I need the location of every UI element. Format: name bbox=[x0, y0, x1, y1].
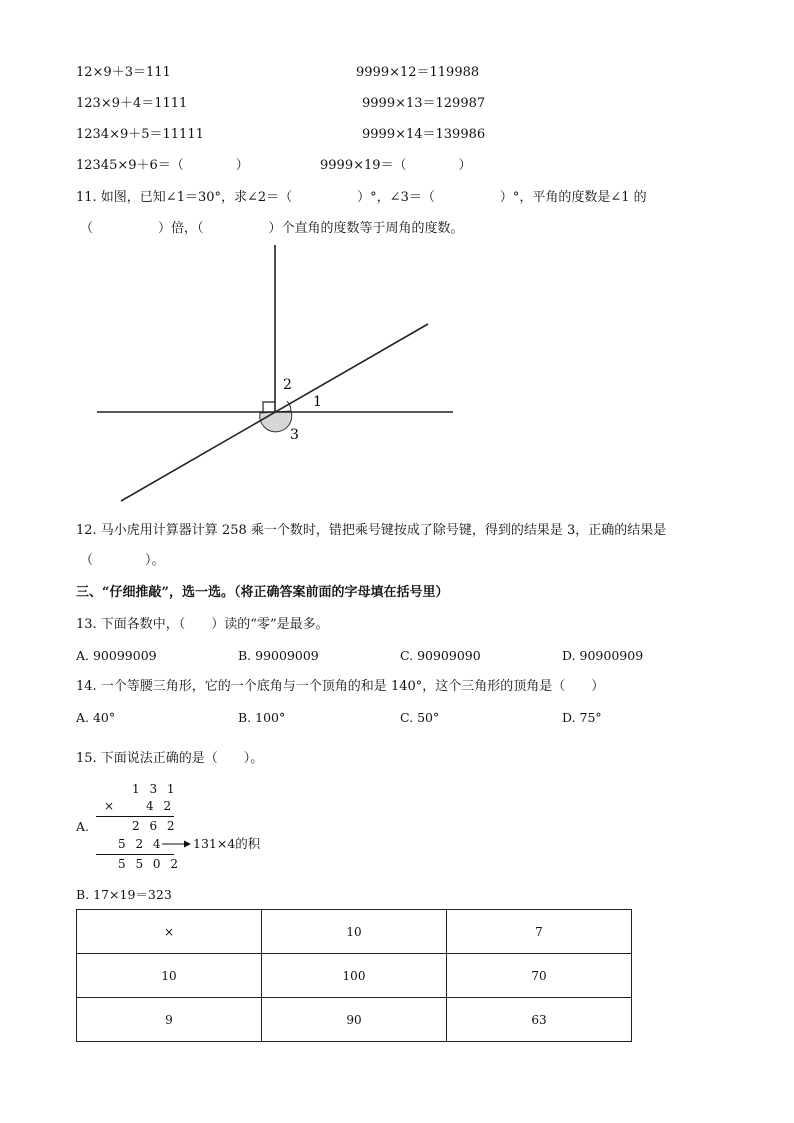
vm-rule-1 bbox=[96, 816, 174, 817]
q13-option-b: B. 99009009 bbox=[238, 648, 319, 663]
q14-option-c: C. 50° bbox=[400, 710, 440, 725]
angle1-label: 1 bbox=[313, 394, 322, 410]
vm-annotation: 131×4的积 bbox=[193, 836, 261, 851]
vm-partial2: 5 2 4 bbox=[118, 837, 164, 851]
right-angle-mark bbox=[263, 402, 275, 412]
seq-left-1: 12×9＋3＝111 bbox=[76, 65, 171, 80]
q13-option-c: C. 90909090 bbox=[400, 648, 481, 663]
table-cell: 70 bbox=[447, 954, 632, 998]
table-cell: 100 bbox=[262, 954, 447, 998]
multiplication-table bbox=[76, 909, 632, 1042]
table-cell: 7 bbox=[447, 910, 632, 954]
q12-line2: （ ）。 bbox=[80, 553, 165, 568]
angle3-label: 3 bbox=[290, 427, 299, 443]
q14-stem: 14. 一个等腰三角形，它的一个底角与一个顶角的和是 140°，这个三角形的顶角是（ ） bbox=[76, 679, 605, 694]
section3-heading: 三、“仔细推敲”，选一选。（将正确答案前面的字母填在括号里） bbox=[76, 585, 449, 600]
table-row bbox=[77, 998, 632, 1042]
q15-option-b: B. 17×19＝323 bbox=[76, 887, 172, 902]
q11-line1: 11. 如图，已知∠1＝30°，求∠2＝（ ）°，∠3＝（ ）°，平角的度数是∠1 的 bbox=[76, 190, 647, 205]
angle-figure bbox=[0, 235, 794, 510]
vm-multiplier: 4 2 bbox=[146, 799, 175, 813]
q12-line1: 12. 马小虎用计算器计算 258 乘一个数时，错把乘号键按成了除号键，得到的结果是 3，正确的结果是 bbox=[76, 523, 667, 538]
q14-option-d: D. 75° bbox=[562, 710, 602, 725]
q14-option-a: A. 40° bbox=[76, 710, 116, 725]
seq-right-3: 9999×14＝139986 bbox=[362, 127, 486, 142]
table-row bbox=[77, 910, 632, 954]
vm-result: 5 5 0 2 bbox=[118, 857, 181, 871]
vm-rule-2 bbox=[96, 854, 174, 855]
table-cell: 63 bbox=[447, 998, 632, 1042]
q14-option-b: B. 100° bbox=[238, 710, 286, 725]
q13-stem: 13. 下面各数中，（ ）读的“零”是最多。 bbox=[76, 617, 329, 632]
table-cell: 9 bbox=[77, 998, 262, 1042]
seq-right-2: 9999×13＝129987 bbox=[362, 96, 486, 111]
seq-left-3: 1234×9＋5＝11111 bbox=[76, 127, 204, 142]
table-cell: 90 bbox=[262, 998, 447, 1042]
arrow-icon bbox=[162, 838, 192, 850]
table-row bbox=[77, 954, 632, 998]
vm-partial1: 2 6 2 bbox=[132, 819, 178, 833]
seq-right-1: 9999×12＝119988 bbox=[356, 65, 480, 80]
angle2-label: 2 bbox=[283, 377, 292, 393]
q11-line2: （ ）倍，（ ）个直角的度数等于周角的度数。 bbox=[80, 221, 464, 236]
seq-right-4: 9999×19＝（ ） bbox=[320, 158, 472, 173]
table-cell: 10 bbox=[77, 954, 262, 998]
angle3-arc bbox=[260, 411, 292, 432]
q13-option-a: A. 90099009 bbox=[76, 648, 157, 663]
vm-multiplicand: 1 3 1 bbox=[132, 782, 178, 796]
vm-sign: × bbox=[104, 799, 118, 813]
q13-option-d: D. 90900909 bbox=[562, 648, 644, 663]
seq-left-2: 123×9＋4＝1111 bbox=[76, 96, 188, 111]
table-cell: 10 bbox=[262, 910, 447, 954]
seq-left-4: 12345×9＋6＝（ ） bbox=[76, 158, 249, 173]
q15-stem: 15. 下面说法正确的是（ ）。 bbox=[76, 751, 264, 766]
q15-option-a-label: A. bbox=[76, 819, 90, 834]
table-cell: × bbox=[77, 910, 262, 954]
